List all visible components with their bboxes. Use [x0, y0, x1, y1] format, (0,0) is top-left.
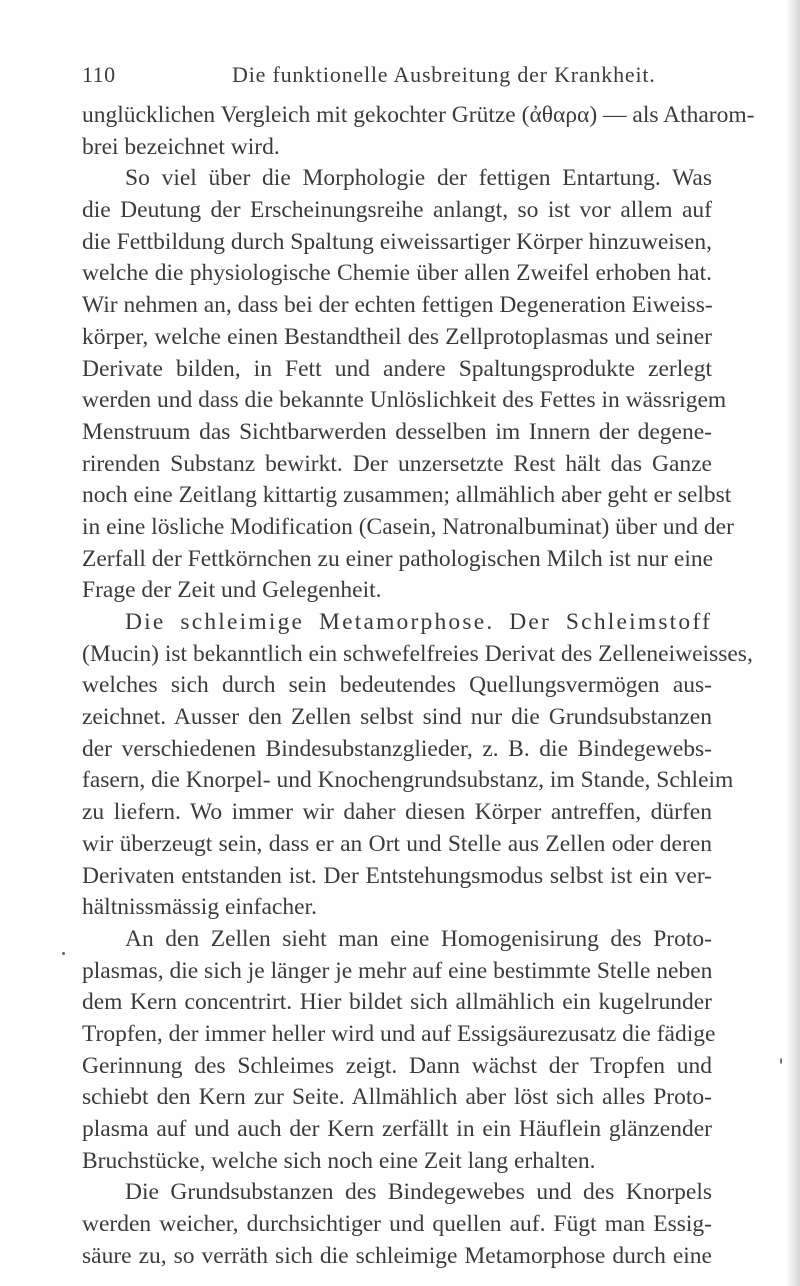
running-title: Die funktionelle Ausbreitung der Krankheit. [232, 62, 656, 87]
text-line: welche die physiologische Chemie über allen Zweifel erhoben hat. [82, 260, 712, 287]
text-line: dem Kern concentrirt. Hier bildet sich allmählich ein kugelrunder [82, 989, 712, 1016]
text-line: zu liefern. Wo immer wir daher diesen Körper antreffen, dürfen [82, 799, 712, 826]
page-number: 110 [82, 62, 116, 87]
text-line: An den Zellen sieht man eine Homogenisirung des Proto- [125, 925, 712, 952]
text-line: Die Grundsubstanzen des Bindegewebes und des Knorpels [125, 1179, 712, 1206]
text-line: noch eine Zeitlang kittartig zusammen; allmählich aber geht er selbst [82, 482, 732, 509]
text-line: fasern, die Knorpel- und Knochengrundsubstanz, im Stande, Schleim [82, 767, 734, 794]
text-line: schiebt den Kern zur Seite. Allmählich aber löst sich alles Proto- [82, 1084, 712, 1111]
text-line: in eine lösliche Modification (Casein, Natronalbuminat) über und der [82, 513, 734, 540]
text-line: die Fettbildung durch Spaltung eiweissartiger Körper hinzuweisen, [82, 228, 712, 255]
text-line: die Deutung der Erscheinungsreihe anlangt, so ist vor allem auf [82, 197, 712, 224]
text-line: Frage der Zeit und Gelegenheit. [82, 577, 382, 604]
text-line: welches sich durch sein bedeutendes Quellungsvermögen aus- [82, 672, 712, 699]
text-line: Bruchstücke, welche sich noch eine Zeit lang erhalten. [82, 1147, 596, 1174]
text-line: Menstruum das Sichtbarwerden desselben im Innern der degene- [82, 418, 712, 445]
text-line: werden und dass die bekannte Unlöslichkeit des Fettes in wässrigem [82, 387, 727, 414]
text-line: Derivaten entstanden ist. Der Entstehungsmodus selbst ist ein ver- [82, 862, 712, 889]
print-speck [62, 952, 65, 955]
text-line: So viel über die Morphologie der fettigen Entartung. Was [125, 165, 712, 192]
text-line: plasma auf und auch der Kern zerfällt in ein Häuflein glänzender [82, 1116, 712, 1142]
text-line: Tropfen, der immer heller wird und auf Essigsäurezusatz die fädige [82, 1020, 716, 1047]
text-line: hältnissmässig einfacher. [82, 894, 317, 921]
section-heading-line: Die schleimige Metamorphose. Der Schleimstoff [125, 609, 712, 635]
text-line: werden weicher, durchsichtiger und quellen auf. Fügt man Essig- [82, 1211, 712, 1238]
page-edge-shadow [786, 0, 800, 1286]
text-line: Zerfall der Fettkörnchen zu einer pathologischen Milch ist nur eine [82, 545, 714, 572]
text-line: Gerinnung des Schleimes zeigt. Dann wächst der Tropfen und [82, 1052, 712, 1079]
text-line: Derivate bilden, in Fett und andere Spaltungsprodukte zerlegt [82, 355, 712, 382]
text-line: unglücklichen Vergleich mit gekochter Grütze (ἀθαρα) — als Atharom- [82, 102, 755, 128]
text-line: rirenden Substanz bewirkt. Der unzersetzte Rest hält das Ganze [82, 450, 712, 477]
page-header [82, 62, 722, 92]
text-line: säure zu, so verräth sich die schleimige Metamorphose durch eine [82, 1242, 712, 1269]
text-line: Wir nehmen an, dass bei der echten fettigen Degeneration Eiweiss- [82, 292, 713, 319]
body-text [82, 100, 755, 1272]
text-line: zeichnet. Ausser den Zellen selbst sind nur die Grundsubstanzen [82, 704, 712, 731]
text-line: körper, welche einen Bestandtheil des Zellprotoplasmas und seiner [82, 323, 712, 350]
text-line: (Mucin) ist bekanntlich ein schwefelfreies Derivat des Zelleneiweisses, [82, 640, 753, 667]
text-line: plasmas, die sich je länger je mehr auf eine bestimmte Stelle neben [82, 957, 713, 984]
print-speck [780, 1058, 782, 1064]
text-line: wir überzeugt sein, dass er an Ort und Stelle aus Zellen oder deren [82, 830, 712, 857]
text-line: brei bezeichnet wird. [82, 133, 280, 160]
text-line: der verschiedenen Bindesubstanzglieder, z. B. die Bindegewebs- [82, 735, 712, 762]
